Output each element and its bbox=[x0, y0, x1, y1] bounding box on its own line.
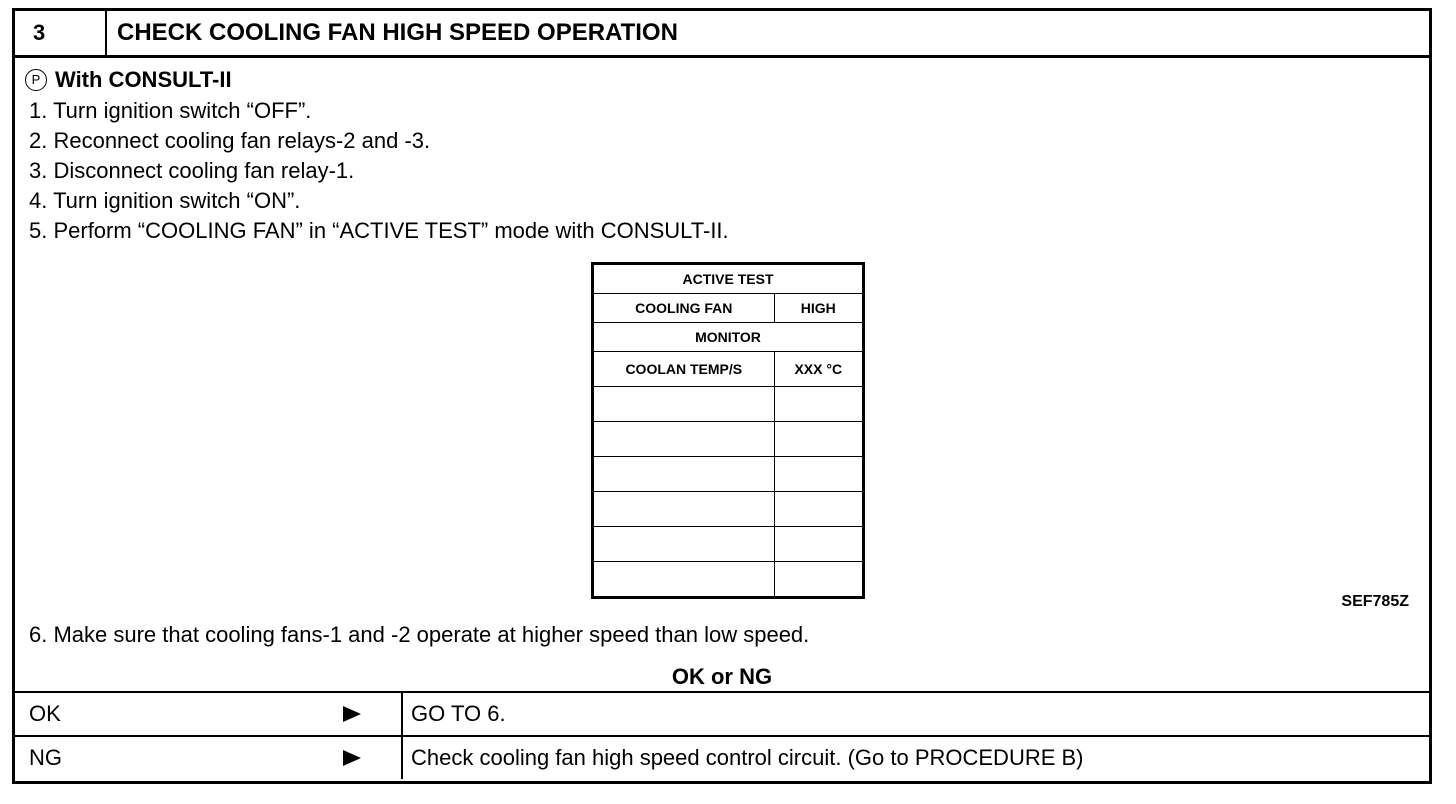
table-cell bbox=[593, 492, 775, 527]
step-header bbox=[15, 11, 1429, 58]
cooling-fan-value: HIGH bbox=[774, 294, 863, 323]
list-item: 4. Turn ignition switch “ON”. bbox=[29, 188, 301, 213]
step-number: 3 bbox=[15, 11, 107, 55]
figure-code: SEF785Z bbox=[1341, 593, 1409, 610]
step-body bbox=[15, 58, 1429, 693]
divider bbox=[401, 737, 403, 779]
active-test-table bbox=[591, 262, 865, 599]
monitor-label: MONITOR bbox=[593, 323, 864, 352]
cooling-fan-label: COOLING FAN bbox=[593, 294, 775, 323]
arrow-right-icon bbox=[343, 750, 361, 766]
list-item: 1. Turn ignition switch “OFF”. bbox=[29, 98, 312, 123]
step-list bbox=[29, 96, 729, 246]
table-cell bbox=[593, 562, 775, 598]
divider bbox=[401, 693, 403, 735]
table-cell bbox=[774, 387, 863, 422]
table-cell bbox=[774, 562, 863, 598]
table-cell bbox=[593, 422, 775, 457]
arrow-right-icon bbox=[343, 706, 361, 722]
step-6: 6. Make sure that cooling fans-1 and -2 operate at higher speed than low speed. bbox=[29, 622, 810, 647]
result-action-ok: GO TO 6. bbox=[411, 701, 506, 726]
monitor-value: XXX °C bbox=[774, 352, 863, 387]
consult-icon: P bbox=[25, 69, 47, 91]
table-cell bbox=[774, 422, 863, 457]
result-action-ng: Check cooling fan high speed control circuit. (Go to PROCEDURE B) bbox=[411, 745, 1084, 770]
monitor-item: COOLAN TEMP/S bbox=[593, 352, 775, 387]
result-label-ok: OK bbox=[29, 701, 61, 726]
list-item: 2. Reconnect cooling fan relays-2 and -3. bbox=[29, 128, 431, 153]
consult-heading bbox=[25, 66, 232, 94]
active-test-title: ACTIVE TEST bbox=[593, 264, 864, 294]
table-cell bbox=[774, 457, 863, 492]
procedure-frame bbox=[12, 8, 1432, 784]
table-cell bbox=[593, 387, 775, 422]
step-title: CHECK COOLING FAN HIGH SPEED OPERATION bbox=[117, 19, 678, 46]
result-row-ng bbox=[15, 737, 1429, 779]
table-cell bbox=[593, 527, 775, 562]
result-label-ng: NG bbox=[29, 745, 62, 770]
table-cell bbox=[774, 492, 863, 527]
list-item: 5. Perform “COOLING FAN” in “ACTIVE TEST” mode with CONSULT-II. bbox=[29, 218, 729, 243]
list-item: 3. Disconnect cooling fan relay-1. bbox=[29, 158, 355, 183]
consult-label: With CONSULT-II bbox=[55, 67, 232, 92]
decision-label: OK or NG bbox=[671, 664, 773, 689]
table-cell bbox=[593, 457, 775, 492]
result-row-ok bbox=[15, 693, 1429, 737]
table-cell bbox=[774, 527, 863, 562]
